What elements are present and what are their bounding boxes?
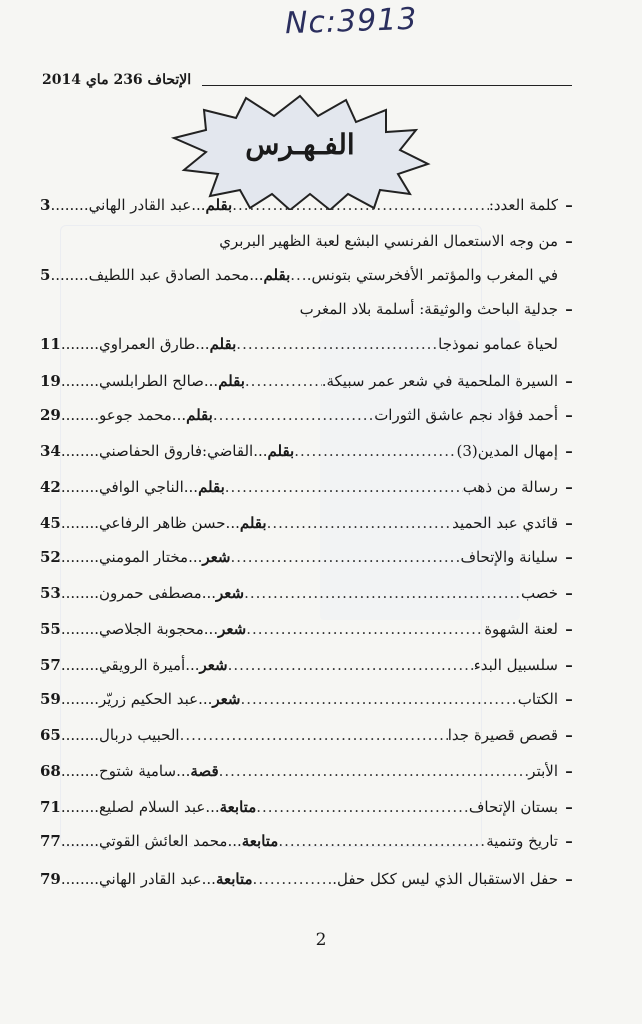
- toc-page-number: 34: [40, 442, 61, 460]
- bullet-dash-icon: –: [565, 196, 573, 214]
- dot-leader: [236, 335, 438, 353]
- dot-leader-page: ........: [50, 196, 89, 214]
- dot-leader: [213, 406, 374, 424]
- toc-entry: [40, 684, 580, 714]
- toc-page-number: 19: [40, 372, 61, 390]
- toc-title: الكتاب: [517, 690, 558, 708]
- toc-kind: بقلم: [267, 442, 295, 460]
- toc-entry: [40, 436, 580, 466]
- page-title: الفـهـرس: [245, 128, 355, 161]
- toc-entry: [40, 756, 580, 786]
- toc-page-number: 71: [40, 798, 61, 816]
- toc-kind: بقلم: [239, 514, 267, 532]
- bullet-dash-icon: –: [565, 232, 573, 250]
- dot-leader: [267, 514, 453, 532]
- dot-leader: [244, 584, 521, 602]
- dot-leader-short: ...: [198, 690, 213, 708]
- dot-leader-short: ...: [203, 372, 219, 390]
- toc-kind: متابعة: [241, 832, 279, 850]
- toc-kind: شعر: [202, 548, 231, 566]
- page-number: 2: [315, 930, 327, 950]
- dot-leader-short: ...: [171, 406, 187, 424]
- dot-leader-page: ........: [60, 514, 100, 532]
- toc-entry: [40, 542, 580, 572]
- toc-kind: متابعة: [219, 798, 257, 816]
- bullet-dash-icon: –: [565, 584, 573, 602]
- archive-mark: Nc:3913: [284, 1, 418, 42]
- toc-page-number: 53: [40, 584, 61, 602]
- toc-author: عبد السلام لصليع: [99, 798, 206, 816]
- bullet-dash-icon: –: [565, 514, 573, 532]
- toc-kind: شعر: [216, 584, 245, 602]
- dot-leader-page: ........: [60, 870, 100, 888]
- toc-title: لعنة الشهوة: [484, 620, 558, 638]
- toc-entry: [40, 329, 580, 359]
- toc-title: كلمة العدد:: [488, 196, 558, 214]
- dot-leader-page: ........: [60, 656, 100, 674]
- toc-author: محجوبة الجلاصي: [99, 620, 204, 638]
- dot-leader: [294, 442, 456, 460]
- dot-leader-page: ........: [60, 372, 100, 390]
- toc-page-number: 5: [40, 266, 51, 284]
- toc-kind: بقلم: [198, 478, 225, 496]
- toc-author: عبد القادر الهاني: [88, 196, 192, 214]
- bullet-dash-icon: –: [565, 300, 573, 318]
- toc-title: جدلية الباحث والوثيقة: أسلمة بلاد المغرب: [299, 300, 558, 318]
- bullet-dash-icon: –: [565, 870, 573, 888]
- toc-page-number: 3: [40, 196, 51, 214]
- toc-author: محمد الصادق عبد اللطيف: [88, 266, 250, 284]
- dot-leader-page: ........: [60, 548, 100, 566]
- dot-leader: [290, 266, 306, 284]
- toc-title: الأبتر: [528, 762, 558, 780]
- toc-page-number: 79: [40, 870, 61, 888]
- toc-title: رسالة من ذهب: [462, 478, 558, 496]
- toc-title: أحمد فؤاد نجم عاشق الثورات: [374, 406, 558, 424]
- toc-title: قائدي عبد الحميد: [452, 514, 558, 532]
- toc-author: طارق العمراوي: [99, 335, 196, 353]
- toc-title: قصص قصيرة جدا: [447, 726, 558, 744]
- toc-page-number: 59: [40, 690, 61, 708]
- toc-entry: [40, 400, 580, 430]
- toc-kind: شعر: [218, 620, 247, 638]
- dot-leader-short: ...: [201, 870, 216, 888]
- toc-title: إمهال المدين(3): [456, 442, 558, 460]
- dot-leader-short: ...: [201, 584, 217, 602]
- dot-leader-page: ........: [60, 726, 100, 744]
- dot-leader-short: ...: [185, 656, 200, 674]
- toc-kind: شعر: [212, 690, 241, 708]
- toc-author: أميرة الرويقي: [99, 656, 186, 674]
- toc-entry: [40, 508, 580, 538]
- dot-leader-short: ...: [249, 266, 264, 284]
- toc-page-number: 68: [40, 762, 61, 780]
- toc-author: سامية شتوح: [99, 762, 177, 780]
- toc-title: من وجه الاستعمال الفرنسي البشع لعبة الظهير البربري: [219, 232, 558, 250]
- dot-leader-short: ...: [191, 196, 206, 214]
- toc-title: السيرة الملحمية في شعر عمر سبيكة.: [321, 372, 558, 390]
- dot-leader-page: ........: [60, 832, 100, 850]
- dot-leader-short: ...: [183, 478, 199, 496]
- toc-page-number: 65: [40, 726, 61, 744]
- dot-leader: [231, 548, 461, 566]
- bullet-dash-icon: –: [565, 442, 573, 460]
- bleed-through-block: [320, 320, 520, 620]
- dot-leader-page: ........: [60, 690, 100, 708]
- toc-title: لحياة عمامو نموذجا: [438, 335, 558, 353]
- dot-leader-short: ...: [176, 762, 191, 780]
- toc-author: الحبيب دربال: [99, 726, 180, 744]
- toc-author: محمد العائش القوتي: [99, 832, 228, 850]
- bullet-dash-icon: –: [565, 798, 573, 816]
- toc-kind: قصة: [190, 762, 219, 780]
- dot-leader-page: ........: [60, 762, 100, 780]
- toc-title: حفل الاستقبال الذي ليس ككل حفل.: [332, 870, 558, 888]
- toc-kind: بقلم: [263, 266, 291, 284]
- toc-kind: بقلم: [186, 406, 213, 424]
- toc-kind: متابعة: [215, 870, 253, 888]
- toc-kind: بقلم: [209, 335, 237, 353]
- running-header: [42, 72, 572, 92]
- toc-author: حسن ظاهر الرفاعي: [99, 514, 226, 532]
- toc-entry: [40, 578, 580, 608]
- toc-entry: [40, 472, 580, 502]
- toc-entry: [40, 720, 580, 750]
- toc-entry: [40, 366, 580, 396]
- dot-leader-short: ...: [203, 620, 219, 638]
- toc-page-number: 45: [40, 514, 61, 532]
- dot-leader: [180, 726, 448, 744]
- toc-title: سليانة والإتحاف: [460, 548, 558, 566]
- toc-page-number: 57: [40, 656, 61, 674]
- toc-page-number: 52: [40, 548, 61, 566]
- toc-author: عبد القادر الهاني: [99, 870, 202, 888]
- toc-title: في المغرب والمؤتمر الأفخرستي بتونس.: [306, 266, 558, 284]
- toc-kind: بقلم: [205, 196, 233, 214]
- bullet-dash-icon: –: [565, 406, 573, 424]
- toc-entry: [40, 864, 580, 894]
- toc-author: محمد جوعو: [99, 406, 172, 424]
- bullet-dash-icon: –: [565, 372, 573, 390]
- dot-leader-short: ...: [188, 548, 203, 566]
- bullet-dash-icon: –: [565, 690, 573, 708]
- dot-leader: [232, 196, 489, 214]
- dot-leader-short: ...: [253, 442, 268, 460]
- dot-leader: [278, 832, 486, 850]
- toc-author: مصطفى حمرون: [99, 584, 202, 602]
- toc-page-number: 29: [40, 406, 61, 424]
- toc-title: بستان الإتحاف: [468, 798, 558, 816]
- toc-title: سلسبيل البدء: [473, 656, 558, 674]
- toc-entry: [40, 650, 580, 680]
- toc-title: خصب: [520, 584, 558, 602]
- dot-leader-short: ...: [227, 832, 242, 850]
- toc-entry: [40, 614, 580, 644]
- bullet-dash-icon: –: [565, 620, 573, 638]
- toc-entry: [40, 826, 580, 856]
- bullet-dash-icon: –: [565, 832, 573, 850]
- bullet-dash-icon: –: [565, 726, 573, 744]
- toc-page-number: 42: [40, 478, 61, 496]
- toc-author: عبد الحكيم زريّر: [99, 690, 199, 708]
- dot-leader-page: ........: [60, 442, 100, 460]
- dot-leader-page: ........: [60, 798, 100, 816]
- toc-entry: [40, 260, 580, 290]
- toc-kind: بقلم: [218, 372, 245, 390]
- dot-leader: [246, 620, 484, 638]
- dot-leader-page: ........: [60, 478, 100, 496]
- dot-leader: [253, 870, 333, 888]
- bullet-dash-icon: –: [565, 762, 573, 780]
- dot-leader-short: ...: [195, 335, 210, 353]
- dot-leader: [245, 372, 322, 390]
- toc-author: مختار المومني: [99, 548, 189, 566]
- dot-leader-short: ...: [225, 514, 240, 532]
- dot-leader: [225, 478, 463, 496]
- toc-author: صالح الطرابلسي: [99, 372, 204, 390]
- dot-leader: [240, 690, 517, 708]
- toc-title: تاريخ وتنمية: [486, 832, 558, 850]
- toc-entry: [40, 190, 580, 220]
- dot-leader-page: ........: [60, 406, 100, 424]
- bullet-dash-icon: –: [565, 478, 573, 496]
- toc-page-number: 11: [40, 335, 61, 353]
- toc-page-number: 55: [40, 620, 61, 638]
- dot-leader: [219, 762, 529, 780]
- dot-leader-short: ...: [205, 798, 220, 816]
- toc-kind: شعر: [199, 656, 228, 674]
- dot-leader-page: ........: [60, 584, 100, 602]
- toc-entry: [40, 294, 580, 324]
- dot-leader-page: ........: [60, 620, 100, 638]
- dot-leader-page: ........: [60, 335, 100, 353]
- dot-leader: [228, 656, 474, 674]
- dot-leader-page: ........: [50, 266, 89, 284]
- bullet-dash-icon: –: [565, 548, 573, 566]
- dot-leader: [256, 798, 469, 816]
- toc-entry: [40, 792, 580, 822]
- header-rule: [202, 85, 572, 86]
- toc-page-number: 77: [40, 832, 61, 850]
- toc-entry: [40, 226, 580, 256]
- header-text: الإتحاف 236 ماي 2014: [42, 72, 192, 88]
- bullet-dash-icon: –: [565, 656, 573, 674]
- toc-author: القاضي:فاروق الحفاصني: [99, 442, 254, 460]
- toc-author: الناجي الوافي: [99, 478, 184, 496]
